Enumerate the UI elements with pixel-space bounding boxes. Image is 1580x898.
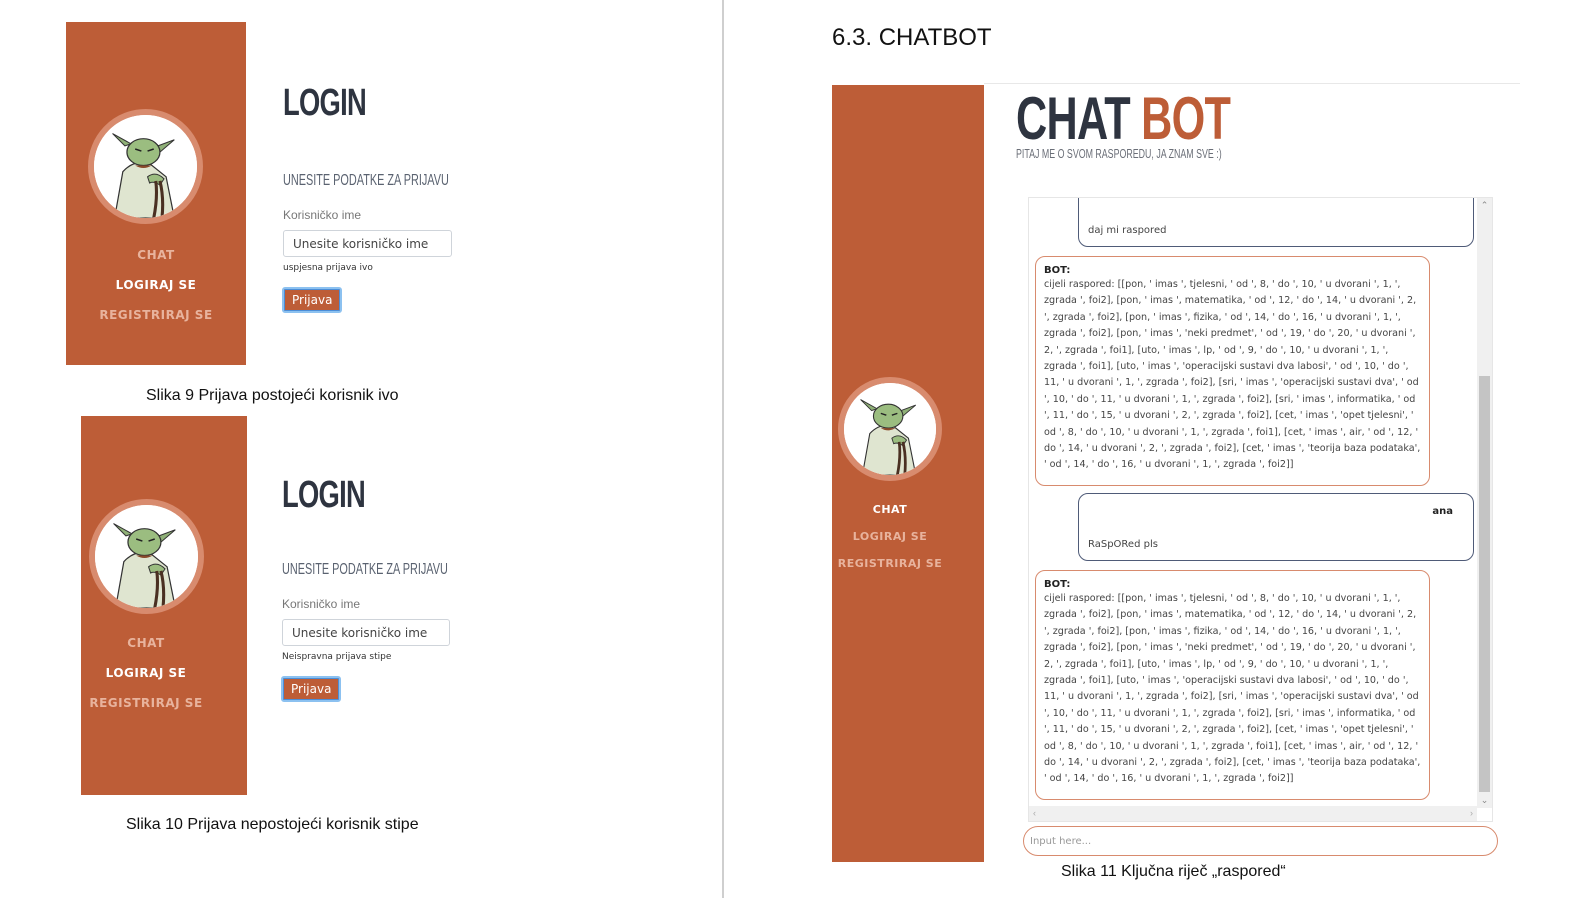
- sidebar: [66, 22, 246, 365]
- username-input[interactable]: [282, 619, 450, 646]
- section-heading: 6.3. CHATBOT: [832, 24, 992, 51]
- nav-item-register[interactable]: REGISTRIRAJ SE: [837, 557, 943, 570]
- yoda-icon: [844, 383, 936, 475]
- login-status-message: uspjesna prijava ivo: [283, 263, 373, 273]
- bot-message: [1035, 570, 1430, 800]
- sidebar: [832, 85, 984, 862]
- username-input[interactable]: [283, 230, 452, 257]
- avatar: [89, 499, 204, 614]
- page-divider: [722, 0, 724, 898]
- yoda-icon: [95, 505, 198, 608]
- message-sender: ana: [1432, 506, 1453, 517]
- login-status-message: Neispravna prijava stipe: [282, 652, 392, 662]
- login-button[interactable]: Prijava: [282, 287, 342, 313]
- chat-title: [1016, 84, 1230, 153]
- chevron-left-icon[interactable]: ‹: [1033, 808, 1036, 818]
- user-message: [1078, 493, 1474, 561]
- figure-caption: Slika 9 Prijava postojeći korisnik ivo: [146, 387, 399, 404]
- message-sender: BOT:: [1044, 265, 1071, 276]
- message-text: cijeli raspored: [[pon, ' imas ', tjelesni, ' od ', 8, ' do ', 10, ' u dvorani ', 1, ', zgrada ', foi2], [pon, ' imas ', matematika, ' od ', 12, ' do ', 14, ' u dvorani ', 2, ', zgrada ', foi2], [pon, ' imas ', fizika, ' od ', 14, ' do ', 16, ' u dvorani ', 1, ', zgrada ', foi2], [pon, ' imas ', 'neki predmet', ' od ', 19, ' do ', 20, ' u dvorani ', 2, ', zgrada ', foi1], [uto, ' imas ', lp, ' od ', 9, ' do ', 10, ' u dvorani ', 1, ', zgrada ', foi1], [uto, ' imas ', 'operacijski sustavi dva labosi', ' od ', 10, ' do ', 11, ' u dvorani ', 1, ', zgrada ', foi2], [sri, ' imas ', 'operacijski sustavi dva', ' od ', 10, ' do ', 11, ' u dvorani ', 1, ', zgrada ', foi2], [sri, ' imas ', informatika, ' od ', 11, ' do ', 15, ' u dvorani ', 2, ', zgrada ', foi2], [cet, ' imas ', 'opet tjelesni', ' od ', 8, ' do ', 10, ' u dvorani ', 1, ', zgrada ', foi1], [cet, ' imas ', air, ' od ', 12, ' do ', 14, ' u dvorani ', 2, ', zgrada ', foi2], [cet, ' imas ', 'teorija baza podataka', ' od ', 14, ' do ', 16, ' u dvorani ', 1, ', zgrada ', foi2]]: [1044, 593, 1421, 785]
- chat-input[interactable]: [1023, 826, 1498, 856]
- sidebar-nav: [796, 503, 984, 584]
- yoda-icon: [94, 115, 197, 218]
- avatar: [88, 109, 203, 224]
- sidebar-nav: [66, 248, 246, 338]
- nav-item-login[interactable]: LOGIRAJ SE: [852, 530, 928, 543]
- nav-item-chat[interactable]: CHAT: [127, 636, 165, 650]
- nav-item-chat[interactable]: CHAT: [137, 248, 175, 262]
- nav-item-register[interactable]: REGISTRIRAJ SE: [89, 696, 203, 710]
- chevron-down-icon[interactable]: ⌄: [1480, 795, 1489, 805]
- chat-log[interactable]: [1028, 197, 1493, 822]
- message-text: cijeli raspored: [[pon, ' imas ', tjelesni, ' od ', 8, ' do ', 10, ' u dvorani ', 1, ', zgrada ', foi2], [pon, ' imas ', matematika, ' od ', 12, ' do ', 14, ' u dvorani ', 2, ', zgrada ', foi2], [pon, ' imas ', fizika, ' od ', 14, ' do ', 16, ' u dvorani ', 1, ', zgrada ', foi2], [pon, ' imas ', 'neki predmet', ' od ', 19, ' do ', 20, ' u dvorani ', 2, ', zgrada ', foi1], [uto, ' imas ', lp, ' od ', 9, ' do ', 10, ' u dvorani ', 1, ', zgrada ', foi1], [uto, ' imas ', 'operacijski sustavi dva labosi', ' od ', 10, ' do ', 11, ' u dvorani ', 1, ', zgrada ', foi2], [sri, ' imas ', 'operacijski sustavi dva', ' od ', 10, ' do ', 11, ' u dvorani ', 1, ', zgrada ', foi2], [sri, ' imas ', informatika, ' od ', 11, ' do ', 15, ' u dvorani ', 2, ', zgrada ', foi2], [cet, ' imas ', 'opet tjelesni', ' od ', 8, ' do ', 10, ' u dvorani ', 1, ', zgrada ', foi1], [cet, ' imas ', air, ' od ', 12, ' do ', 14, ' u dvorani ', 2, ', zgrada ', foi2], [cet, ' imas ', 'teorija baza podataka', ' od ', 14, ' do ', 16, ' u dvorani ', 1, ', zgrada ', foi2]]: [1044, 279, 1421, 471]
- chat-title-dark: CHAT: [1016, 85, 1130, 152]
- chat-subtitle: PITAJ ME O SVOM RASPOREDU, JA ZNAM SVE :): [1016, 146, 1222, 161]
- vertical-scrollbar[interactable]: [1477, 198, 1492, 808]
- username-label: Korisničko ime: [282, 597, 361, 611]
- user-message: [1078, 197, 1474, 247]
- figure-caption: Slika 10 Prijava nepostojeći korisnik stipe: [126, 816, 419, 833]
- nav-item-login[interactable]: LOGIRAJ SE: [115, 278, 197, 292]
- sidebar: [81, 416, 247, 795]
- sidebar-nav: [45, 636, 247, 726]
- message-text: RaSpORed pls: [1088, 539, 1158, 550]
- page-subtitle: UNESITE PODATKE ZA PRIJAVU: [282, 561, 448, 578]
- nav-item-login[interactable]: LOGIRAJ SE: [105, 666, 187, 680]
- nav-item-chat[interactable]: CHAT: [872, 503, 908, 516]
- avatar: [838, 377, 942, 481]
- page-title: LOGIN: [283, 82, 367, 124]
- figure-caption: Slika 11 Ključna riječ „raspored“: [1061, 863, 1286, 880]
- nav-item-register[interactable]: REGISTRIRAJ SE: [99, 308, 213, 322]
- login-button[interactable]: Prijava: [281, 676, 341, 702]
- bot-message: [1035, 256, 1430, 486]
- username-label: Korisničko ime: [283, 208, 362, 222]
- chevron-right-icon[interactable]: ›: [1470, 808, 1473, 818]
- page-subtitle: UNESITE PODATKE ZA PRIJAVU: [283, 172, 449, 189]
- chevron-up-icon[interactable]: ⌃: [1480, 200, 1489, 210]
- horizontal-scrollbar[interactable]: [1029, 806, 1477, 821]
- message-sender: BOT:: [1044, 579, 1071, 590]
- message-text: daj mi raspored: [1088, 225, 1167, 236]
- page-title: LOGIN: [282, 474, 366, 516]
- chat-title-accent: BOT: [1141, 85, 1231, 152]
- scrollbar-thumb[interactable]: [1479, 376, 1490, 792]
